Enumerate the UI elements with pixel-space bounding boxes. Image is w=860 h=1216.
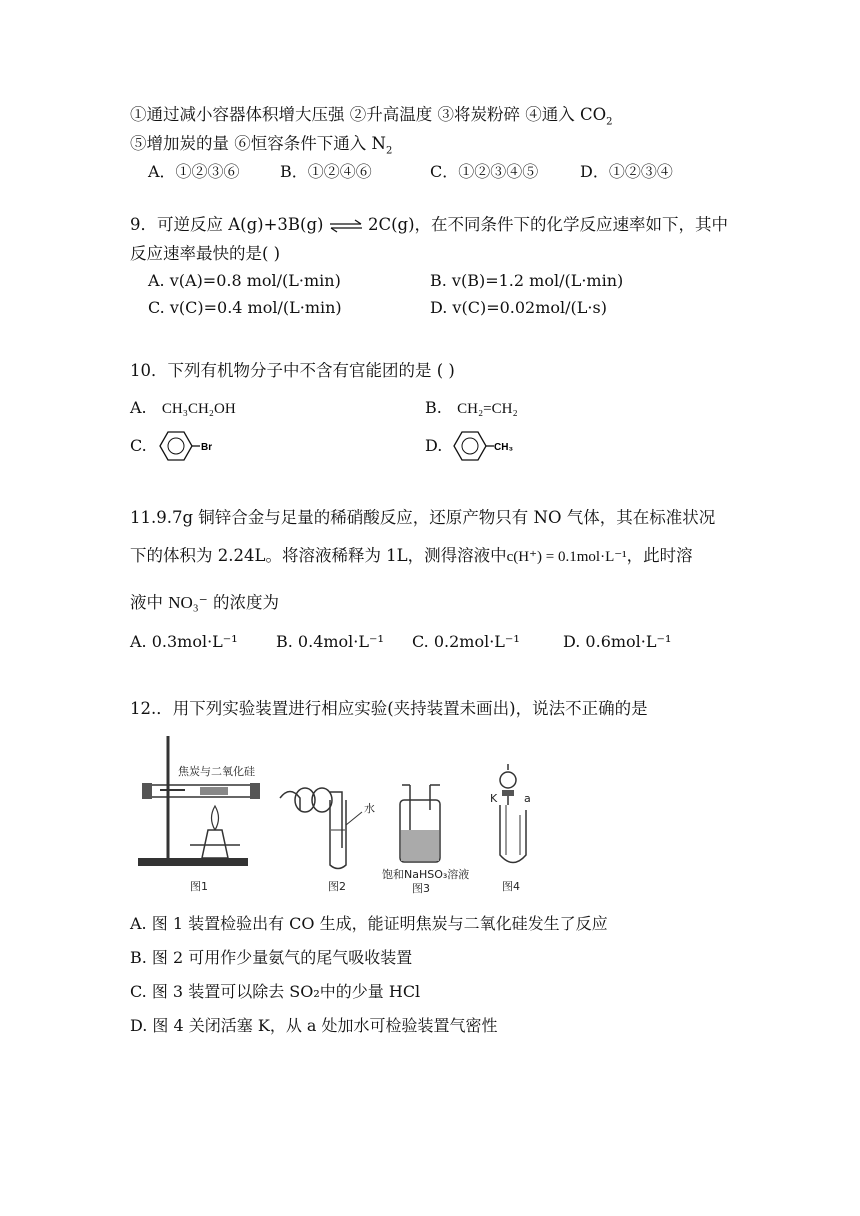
bromobenzene-structure-icon [152, 428, 222, 464]
q12-option-a: A. 图 1 装置检验出有 CO 生成，能证明焦炭与二氧化硅发生了反应 [130, 914, 608, 933]
k-label: K [490, 792, 498, 805]
q9-stem: 9．可逆反应 A(g)+3B(g) 2C(g)，在不同条件下的化学反应速率如下，其中 [130, 215, 729, 234]
q10-option-b: B. CH₂=CH₂ [425, 398, 518, 417]
q11-line-3: 液中 NO₃⁻ 的浓度为 [130, 593, 279, 612]
figure-4-caption: 图4 [502, 880, 520, 893]
toluene-structure-icon [446, 428, 522, 464]
q10-option-d: D. [425, 436, 443, 455]
q9-option-a: A. v(A)=0.8 mol/(L·min) [148, 271, 341, 290]
q11-option-a: A. 0.3mol·L⁻¹ [130, 632, 238, 651]
figure-1-caption: 图1 [190, 880, 208, 893]
q8-option-d: D．①②③④ [580, 162, 673, 181]
q12-stem: 12.．用下列实验装置进行相应实验(夹持装置未画出)，说法不正确的是 [130, 699, 648, 718]
q9-option-d: D. v(C)=0.02mol/(L·s) [430, 298, 607, 317]
water-label: 水 [364, 802, 375, 815]
q12-option-d: D. 图 4 关闭活塞 K，从 a 处加水可检验装置气密性 [130, 1016, 498, 1035]
q8-option-b: B．①②④⑥ [280, 162, 372, 181]
q12-option-b: B. 图 2 可用作少量氨气的尾气吸收装置 [130, 948, 413, 967]
q8-option-c: C．①②③④⑤ [430, 162, 539, 181]
reversible-arrow-icon [329, 219, 363, 233]
q10-option-a: A. CH₃CH₂OH [130, 398, 236, 417]
q11-option-d: D. 0.6mol·L⁻¹ [563, 632, 672, 651]
tube-contents-label: 焦炭与二氧化硅 [178, 765, 255, 778]
q8-option-a: A．①②③⑥ [148, 162, 240, 181]
figure-2-apparatus [280, 788, 375, 893]
q9-stem-line-2: 反应速率最快的是( ) [130, 244, 281, 263]
q12-option-c: C. 图 3 装置可以除去 SO₂中的少量 HCl [130, 982, 421, 1001]
figure-4-apparatus [490, 764, 531, 893]
q8-condition-line-1: ①通过减小容器体积增大压强 ②升高温度 ③将炭粉碎 ④通入 $CO_2$ [130, 105, 613, 128]
a-label: a [524, 792, 531, 805]
q9-option-b: B. v(B)=1.2 mol/(L·min) [430, 271, 624, 290]
q11-line-1: 11.9.7g 铜锌合金与足量的稀硝酸反应，还原产物只有 NO 气体，其在标准状况 [130, 508, 716, 527]
q9-option-c: C. v(C)=0.4 mol/(L·min) [148, 298, 342, 317]
figure-3-apparatus [382, 785, 469, 895]
methyl-substituent-label: CH₃ [494, 442, 514, 453]
q11-option-c: C. 0.2mol·L⁻¹ [412, 632, 520, 651]
q10-stem: 10．下列有机物分子中不含有官能团的是 ( ) [130, 361, 455, 380]
solution-label: 饱和NaHSO₃溶液 [382, 868, 470, 881]
bromo-substituent-label: Br [201, 442, 213, 453]
q10-option-c: C. [130, 436, 147, 455]
q11-option-b: B. 0.4mol·L⁻¹ [276, 632, 384, 651]
figure-1-apparatus [138, 736, 260, 893]
experiment-apparatus-figure [130, 730, 550, 900]
figure-2-caption: 图2 [328, 880, 346, 893]
q8-condition-line-2: ⑤增加炭的量 ⑥恒容条件下通入 $N_2$ [130, 134, 393, 157]
figure-3-caption: 图3 [412, 882, 430, 895]
q11-line-2: 下的体积为 2.24L。将溶液稀释为 1L，测得溶液中c(H⁺) = 0.1mol·L⁻¹，此时溶 [130, 546, 693, 565]
